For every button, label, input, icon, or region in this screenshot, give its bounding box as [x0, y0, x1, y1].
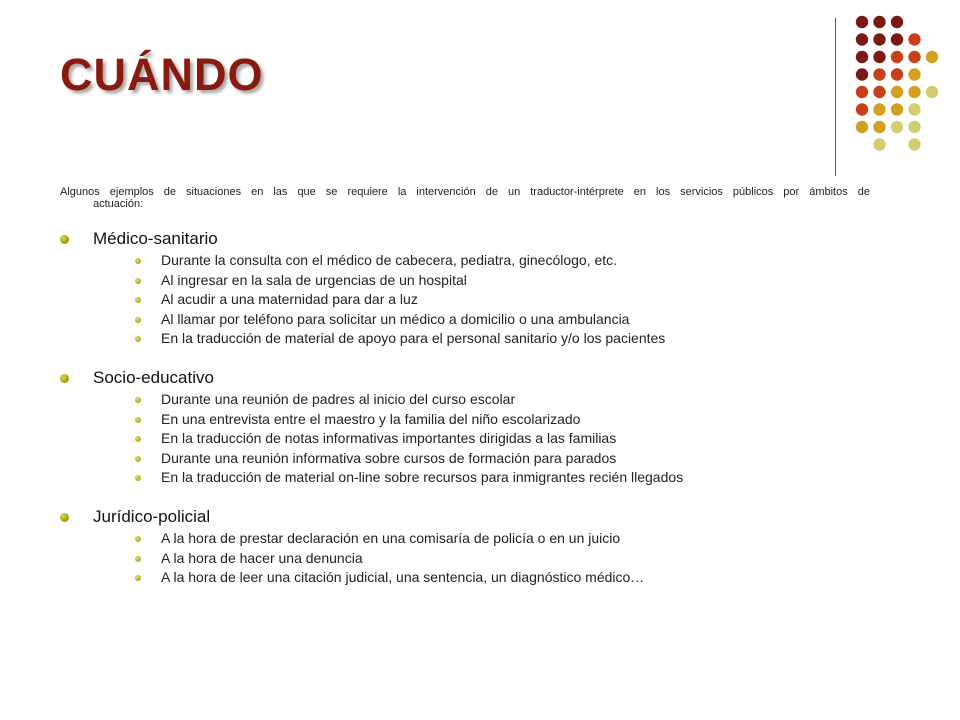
- decorative-dot: [926, 86, 938, 98]
- bullet-icon: [135, 317, 141, 323]
- decorative-dot: [873, 16, 885, 28]
- decorative-dot: [856, 103, 868, 115]
- list-item-text: En la traducción de material de apoyo para el personal sanitario y/o los pacientes: [161, 330, 666, 347]
- decorative-dot: [908, 103, 920, 115]
- decorative-dot: [891, 121, 903, 133]
- list-item-text: Durante una reunión de padres al inicio del curso escolar: [161, 391, 516, 407]
- decorative-dot: [891, 33, 903, 45]
- section-heading-text: Jurídico-policial: [93, 507, 211, 526]
- decorative-dot-grid: [0, 0, 960, 200]
- bullet-icon: [135, 417, 141, 423]
- list-item: [60, 290, 880, 310]
- list-item-text: A la hora de hacer una denuncia: [161, 549, 363, 566]
- decorative-dot: [873, 86, 885, 98]
- list-item: [60, 449, 880, 469]
- intro-text: [60, 186, 870, 210]
- decorative-dot: [873, 68, 885, 80]
- bullet-icon: [135, 258, 141, 264]
- list-item: [60, 390, 880, 410]
- bullet-icon: [135, 336, 141, 342]
- list-item-text: Al ingresar en la sala de urgencias de un hospital: [161, 271, 467, 288]
- bullet-icon: [60, 374, 69, 383]
- decorative-dot: [926, 51, 938, 63]
- bullet-icon: [60, 235, 69, 244]
- decorative-dot: [856, 33, 868, 45]
- decorative-dot: [891, 103, 903, 115]
- list-item: [60, 568, 880, 588]
- list-item-text: A la hora de prestar declaración en una comisaría de policía o en un juicio: [161, 530, 621, 546]
- vertical-divider: [835, 18, 836, 176]
- decorative-dot: [908, 138, 920, 150]
- slide-title: CUÁNDO: [60, 49, 264, 100]
- decorative-dot: [908, 51, 920, 63]
- intro-line-2: actuación:: [93, 198, 144, 210]
- decorative-dot: [856, 121, 868, 133]
- section-items: [60, 251, 880, 349]
- decorative-dot: [908, 68, 920, 80]
- list-item: [60, 310, 880, 330]
- decorative-dot: [856, 16, 868, 28]
- decorative-dot: [873, 121, 885, 133]
- list-item-text: Al acudir a una maternidad para dar a luz: [161, 291, 418, 308]
- bullet-icon: [60, 513, 69, 522]
- decorative-dot: [891, 51, 903, 63]
- section-heading-text: Médico-sanitario: [93, 229, 218, 248]
- list-item: [60, 251, 880, 271]
- section-socio-educativo: [60, 368, 880, 488]
- list-item: [60, 549, 880, 569]
- list-item-text: En la traducción de notas informativas importantes dirigidas a las familias: [161, 430, 617, 447]
- decorative-dot: [891, 16, 903, 28]
- list-item: [60, 410, 880, 430]
- section-items: [60, 390, 880, 488]
- section-heading: [60, 507, 880, 527]
- section-items: [60, 529, 880, 588]
- bullet-icon: [135, 575, 141, 581]
- intro-line-1: Algunos ejemplos de situaciones en las que se requiere la intervención de un traductor-intérprete en los servicios públicos por ámbitos de: [60, 186, 870, 198]
- bullet-icon: [135, 278, 141, 284]
- bullet-icon: [135, 436, 141, 442]
- section-heading-text: Socio-educativo: [93, 368, 214, 387]
- section-juridico-policial: [60, 507, 880, 588]
- list-item-text: En una entrevista entre el maestro y la familia del niño escolarizado: [161, 410, 581, 427]
- bullet-icon: [135, 297, 141, 303]
- bullet-icon: [135, 536, 141, 542]
- decorative-dot: [873, 51, 885, 63]
- decorative-dot: [908, 121, 920, 133]
- bullet-icon: [135, 475, 141, 481]
- bullet-icon: [135, 456, 141, 462]
- list-item: [60, 271, 880, 291]
- decorative-dot: [856, 86, 868, 98]
- list-item-text: Durante la consulta con el médico de cabecera, pediatra, ginecólogo, etc.: [161, 252, 618, 268]
- decorative-dot: [891, 68, 903, 80]
- list-item-text: Durante una reunión informativa sobre cursos de formación para parados: [161, 449, 617, 466]
- decorative-dot: [873, 138, 885, 150]
- section-heading: [60, 368, 880, 388]
- decorative-dot: [908, 86, 920, 98]
- decorative-dot: [873, 33, 885, 45]
- list-item: [60, 429, 880, 449]
- bullet-icon: [135, 397, 141, 403]
- list-item-text: A la hora de leer una citación judicial, una sentencia, un diagnóstico médico…: [161, 569, 645, 586]
- section-medico-sanitario: [60, 229, 880, 349]
- bullet-icon: [135, 556, 141, 562]
- list-item-text: En la traducción de material on-line sobre recursos para inmigrantes recién llegados: [161, 469, 684, 486]
- list-item-text: Al llamar por teléfono para solicitar un médico a domicilio o una ambulancia: [161, 310, 630, 327]
- decorative-dot: [891, 86, 903, 98]
- decorative-dot: [856, 68, 868, 80]
- decorative-dot: [856, 51, 868, 63]
- decorative-dot: [908, 33, 920, 45]
- section-heading: [60, 229, 880, 249]
- list-item: [60, 468, 880, 488]
- list-item: [60, 329, 880, 349]
- list-item: [60, 529, 880, 549]
- decorative-dot: [873, 103, 885, 115]
